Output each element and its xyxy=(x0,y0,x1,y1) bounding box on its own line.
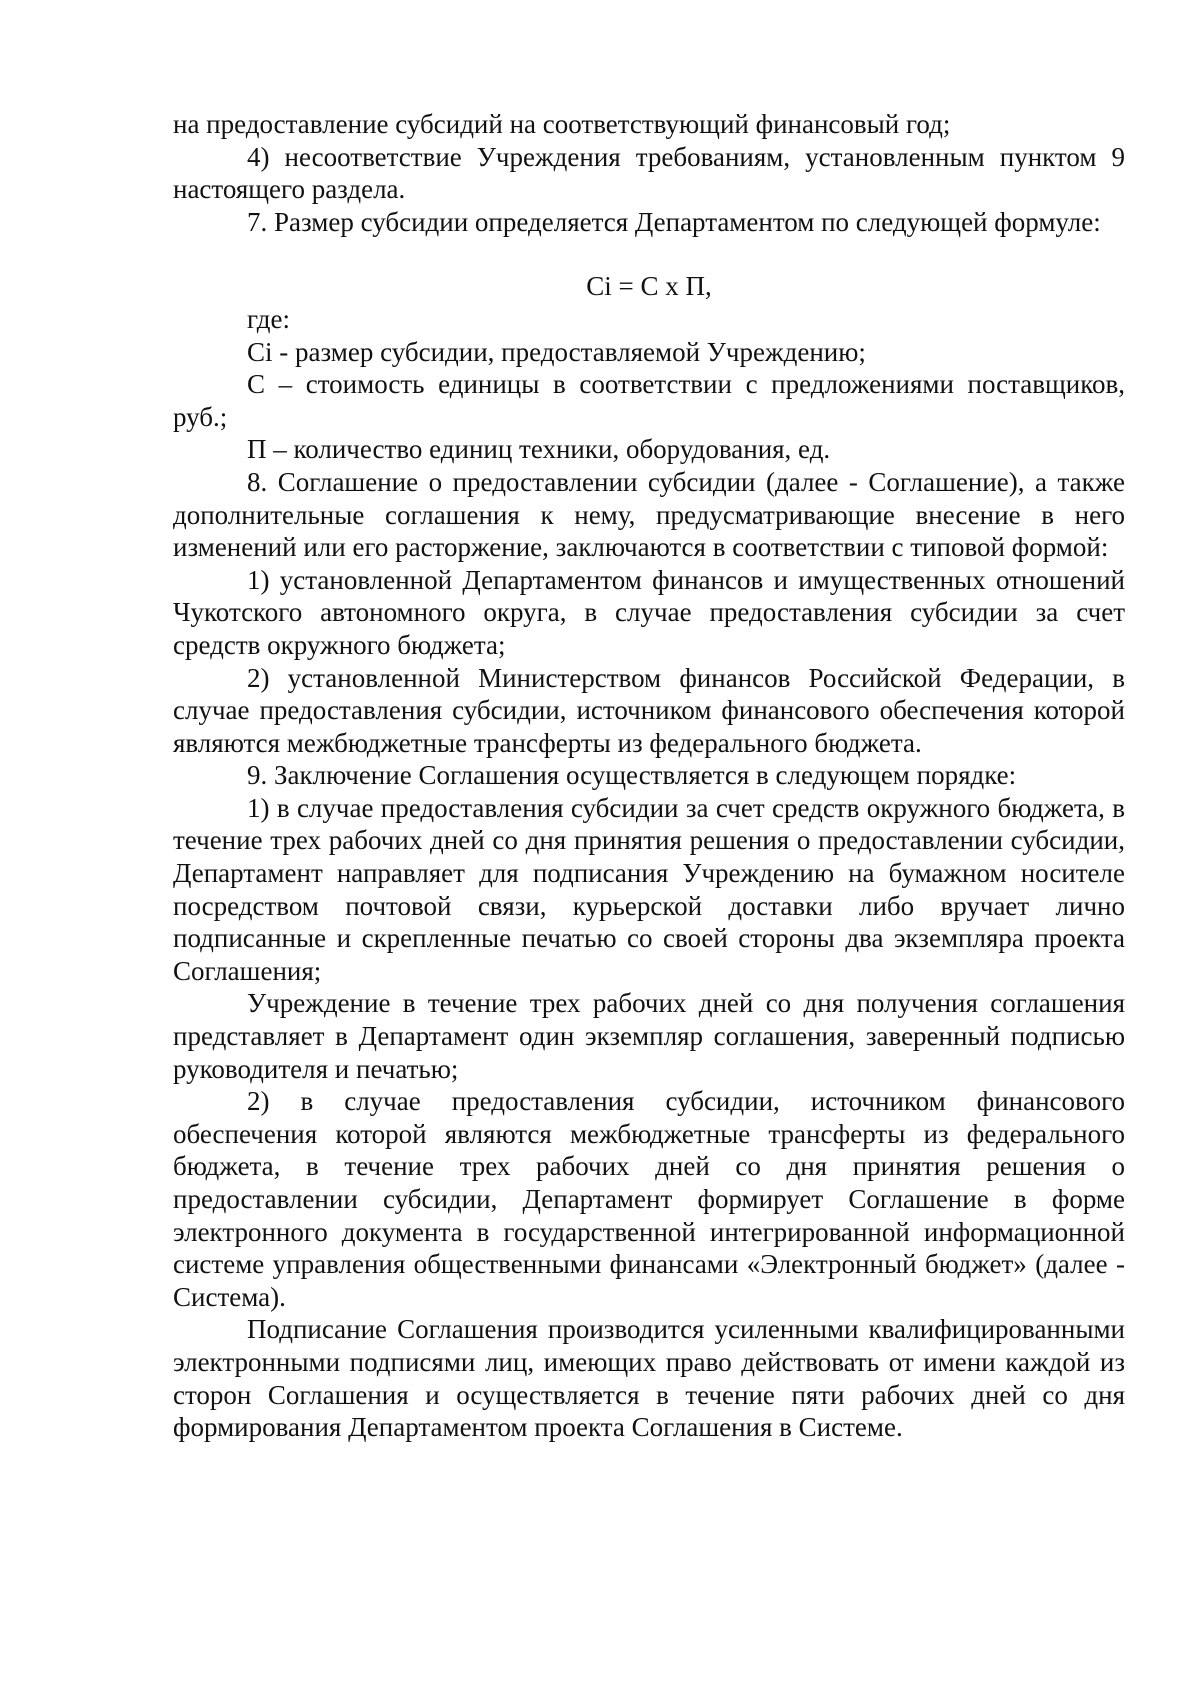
paragraph-clause-9: 9. Заключение Соглашения осуществляется в следующем порядке: xyxy=(247,760,1017,791)
paragraph-def-p: П – количество единиц техники, оборудования, ед. xyxy=(247,434,831,465)
paragraph-clause-8: 8. Соглашение о предоставлении субсидии (далее - Соглашение), а также дополнительные соглашения к нему, предусматривающие внесение в него изменений или его расторжение, заключаются в соответствии с типовой формой: xyxy=(173,466,1125,563)
paragraph-continuation: на предоставление субсидий на соответствующий финансовый год; xyxy=(173,109,951,139)
document-page xyxy=(173,108,1125,1444)
paragraph-clause-8-item-1: 1) установленной Департаментом финансов и имущественных отношений Чукотского автономного округа, в случае предоставления субсидии за счет средств окружного бюджета; xyxy=(173,564,1125,660)
paragraph-clause-9-item-1-cont: Учреждение в течение трех рабочих дней со дня получения соглашения представляет в Департамент один экземпляр соглашения, заверенный подписью руководителя и печатью; xyxy=(173,988,1125,1084)
paragraph-signing: Подписание Соглашения производится усиленными квалифицированными электронными подписями лиц, имеющих право действовать от имени каждой из сторон Соглашения и осуществляется в течение пяти рабочих дней со дня формирования Департаментом проекта Соглашения в Системе. xyxy=(173,1314,1125,1443)
paragraph-clause-9-item-2: 2) в случае предоставления субсидии, источником финансового обеспечения которой являются межбюджетные трансферты из федерального бюджета, в течение трех рабочих дней со дня принятия решения о предоставлении субсидии, Департамент формирует Соглашение в форме электронного документа в государственной интегрированной информационной системе управления общественными финансами «Электронный бюджет» (далее - Система). xyxy=(173,1086,1125,1312)
paragraph-where: где: xyxy=(247,303,290,334)
paragraph-clause-9-item-1: 1) в случае предоставления субсидии за счет средств окружного бюджета, в течение трех рабочих дней со дня принятия решения о предоставлении субсидии, Департамент направляет для подписания Учреждению на бумажном носителе посредством почтовой связи, курьерской доставки либо вручает лично подписанные и скрепленные печатью со своей стороны два экземпляра проекта Соглашения; xyxy=(173,792,1125,986)
paragraph-def-c: С – стоимость единицы в соответствии с предложениями поставщиков, руб.; xyxy=(173,369,1125,432)
paragraph-item-4: 4) несоответствие Учреждения требованиям, установленным пунктом 9 настоящего раздела. xyxy=(173,141,1125,205)
paragraph-clause-8-item-2: 2) установленной Министерством финансов Российской Федерации, в случае предоставления субсидии, источником финансового обеспечения которой являются межбюджетные трансферты из федерального бюджета. xyxy=(173,662,1125,758)
paragraph-clause-7: 7. Размер субсидии определяется Департаментом по следующей формуле: xyxy=(247,206,1101,237)
subsidy-formula: Ci = С х П, xyxy=(586,271,712,302)
paragraph-def-ci: Ci - размер субсидии, предоставляемой Учреждению; xyxy=(247,336,866,367)
